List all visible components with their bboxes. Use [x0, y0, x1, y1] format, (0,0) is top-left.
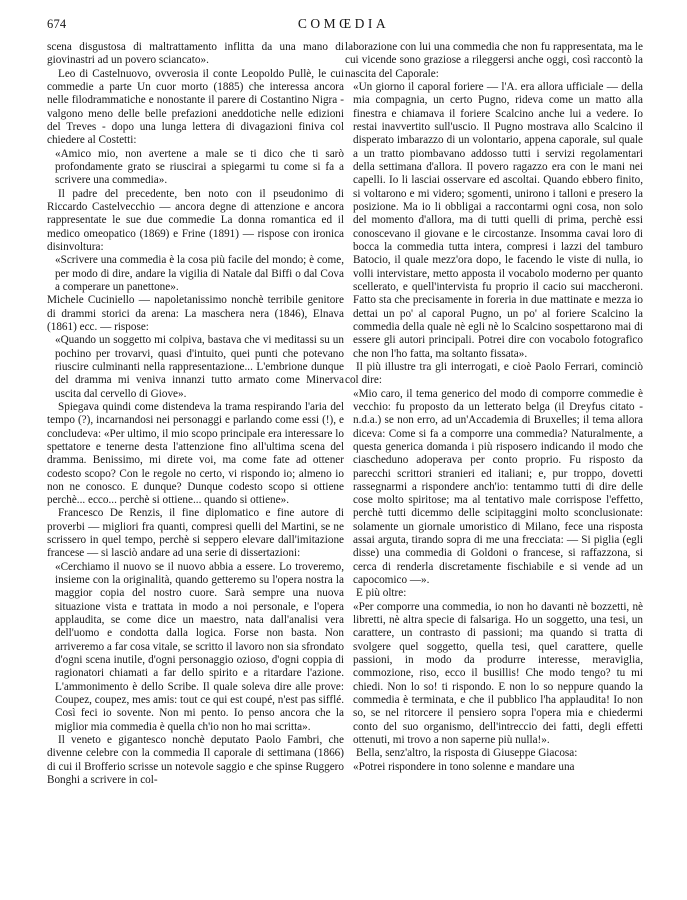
quote: «Mio caro, il tema generico del modo di comporre commedie è vecchio: fu proposto da un letterato belga (il Dreyfus citato - n.d.a.) se non erro, ad un'Accademia di Bruxelles; il tema allora diceva: Come si fa a comporre una commedia? Naturalmente, a questa generica domanda i più risposero indicando il modo che ciascheduno adoperava per conto proprio. Fu risposto da parecchi scrittori stranieri ed italiani; e, pur troppo, dovetti rassegnarmi a rispondere anch'io: tentammo tutti di dire delle cose molto spiritose; ma al tentativo male corrispose l'effetto, perchè tutti dicemmo delle scipitaggini molto sconclusionate: solamente un giornale umoristico di Milano, fece una risposta assai arguta, tirando sopra di me una frecciata: — Si piglia (egli disse) una commedia di Goldoni o francese, si raffazzona, si cerca di renderla discretamente fischiabile e si vende ad un capocomico —». [353, 387, 643, 587]
quote: «Amico mio, non avertene a male se ti dico che ti sarò profondamente grato se riuscirai a spiegarmi tu come si fa a scrivere una commedia». [55, 147, 344, 187]
quote: «Scrivere una commedia è la cosa più facile del mondo; è come, per modo di dire, andare la vigilia di Natale dal Biffi o dal Cova a comperare un panettone». [55, 254, 344, 293]
quote: «Per comporre una commedia, io non ho davanti nè bozzetti, nè libretti, nè altra specie di falsariga. Ho un soggetto, una tesi, un carattere, un contrasto di passioni; ma quando si tratta di svolgere quel soggetto, quella tesi, quel carattere, quelle passioni, in modo da produrre interesse, meraviglia, commozione, riso, ecco il busillis! Che modo tengo? tu mi chiedi. Non lo so! ti rispondo. E non lo so neppure quando la commedia è terminata, e che il pubblico l'ha applaudita! Io non so, se nel ritorcere il pensiero sopra l'opera mia e chiedermi conto del suo organismo, dell'intreccio dei fatti, degli effetti ottenuti, mi trovo a non saperne più nulla!». [353, 600, 643, 747]
paragraph: Bella, senz'altro, la risposta di Giuseppe Giacosa: [356, 747, 578, 760]
left-column [47, 41, 344, 787]
paragraph: scena disgustosa di maltrattamento inflitta da una mano di giovinastri ad un povero sciancato». [47, 41, 344, 67]
paragraph: Il più illustre tra gli interrogati, e cioè Paolo Ferrari, cominciò col dire: [345, 360, 643, 387]
paragraph: Il padre del precedente, ben noto con il pseudonimo di Riccardo Castelvecchio — ancora degne di attenzione e ancora rappresentate le sue due commedie La donna romantica ed il medico omeopatico (1869) e Frine (1891) — rispose con ironica disinvoltura: [47, 187, 344, 253]
quote: «Quando un soggetto mi colpiva, bastava che vi meditassi su un pochino per trovarvi, quasi d'intuito, quei punti che potevano riuscire culminanti nella rappresentazione... L'embrione dunque del dramma mi veniva innanzi tutto armato come Minerva uscita dal cervello di Giove». [55, 334, 344, 400]
running-title: COMŒDIA [297, 16, 390, 31]
paragraph: Francesco De Renzis, il fine diplomatico e fine autore di proverbi — migliori fra quanti, compresi quelli del Martini, se ne scrissero in quel tempo, perchè si seppero elevare dall'imitazione francese — si lasciò andare ad una serie di dissertazioni: [47, 507, 344, 560]
paragraph: Leo di Castelnuovo, ovverosia il conte Leopoldo Pullè, le cui commedie a parte Un cuor morto (1885) che interessa ancora nelle filodrammatiche e nonostante il parere di Costantino Nigra - valgono meno delle belle prefazioni aneddotiche nelle edizioni del Treves - dopo una lunga lettera di divagazioni finiva col chiedere al Costetti: [47, 67, 344, 147]
paragraph: Michele Cuciniello — napoletanissimo nonchè terribile genitore di drammi storici da arena: La maschera nera (1846), Elnava (1861) ecc. — rispose: [47, 294, 344, 333]
quote: «Un giorno il caporal foriere — l'A. era allora ufficiale — della mia compagnia, un certo Pugno, rideva come un matto alla finestra e chiamava il foriere Scalcino anche lui a vedere. Io restai inavvertito sull'uscio. Il Pugno mostrava allo Scalcino il disperato imbarazzo di un volontario, appena caporale, sul quale a un tratto piombavano addosso tutti i servizi regolamentari della settimana d'allora. Il povero ragazzo era con le mani nei capelli. Io li lasciai osservare ed ascoltai. Quando ebbero finito, si voltarono e mi videro; sgomenti, unirono i talloni e presero la posizione. Ma io li obbligai a raccontarmi ogni cosa, non solo del momento d'allora, ma di tutti quelli di prima, perchè essi conoscevano il giovane e le circostanze. Insomma cavai loro di bocca la commedia tutta intera, compresi i lazzi del tamburo Batocio, il quale mezz'ora dopo, le facendo le viste di nulla, io volli intervistare, metto apposta il vocabolo moderno per quanto scellerato, e quell'intervista fu proprio il cacio sui maccheroni. Fatto sta che precisamente in foreria in due mattinate e mezza io dettai un po' al caporal Pugno, un po' al foriere Scalcino la commedia della quale nè egli nè lo Scalcino sospettarono mai di essere gli autori principali. Potrei dire con vocabolo fotografico che non l'ho fatta, ma soltanto fissata». [353, 80, 643, 360]
right-column [345, 41, 643, 774]
page-number: 674 [47, 17, 67, 31]
paragraph: Spiegava quindi come distendeva la trama respirando l'aria del tempo (?), incarnandosi nei personaggi e parlando come essi (!), e concludeva: «Per ultimo, il mio scopo principale era interessare lo spettatore e tenerne desta l'attenzione fino all'ultima scena del dramma. Benissimo, mi direte voi, ma come fate ad ottener codesto scopo? Con le regole no certo, vi rispondo io; almeno io non ne conosco. E dunque? Dunque codesto scopo si ottiene perchè... ecco... perchè si ottiene... quando si ottiene». [47, 400, 344, 507]
quote: «Potrei rispondere in tono solenne e mandare una [353, 760, 575, 773]
paragraph: Il veneto e gigantesco nonchè deputato Paolo Fambri, che divenne celebre con la commedia Il caporale di settimana (1866) di cui il Brofferio scrisse un notevole saggio e che spinse Ruggero Bonghi a scrivere in col- [47, 734, 344, 787]
paragraph: E più oltre: [356, 587, 407, 600]
quote: «Cerchiamo il nuovo se il nuovo abbia a essere. Lo troveremo, insieme con la originalità, quando getteremo su l'opera nostra la maggior copia del nostro cuore. Sarà sempre una nuova situazione vista e trattata in modo a noi personale, e l'opera applaudita, se come dice un maestro, nata dall'analisi vera dell'uomo e condotta dalla logica. Forse non basta. Non arriveremo a far cosa vitale, se scritto il lavoro non sia sfrondato d'ogni scena inutile, d'ogni personaggio ozioso, d'ogni coppia di ragionatori chiamati a far dello spirito e a ritardare l'azione. L'ammonimento è dello Scribe. Il quale soleva dire alle prove: Coupez, coupez, mes amis: tout ce qui est coupé, n'est pas sifflé. Così feci io sovente. Non mi pento. Io penso ancora che la miglior mia commedia è quella ch'io non ho mai scritta». [55, 560, 344, 733]
paragraph: laborazione con lui una commedia che non fu rappresentata, ma le cui vicende sono graziose a rileggersi anche oggi, così raccontò la nascita del Caporale: [345, 41, 643, 80]
